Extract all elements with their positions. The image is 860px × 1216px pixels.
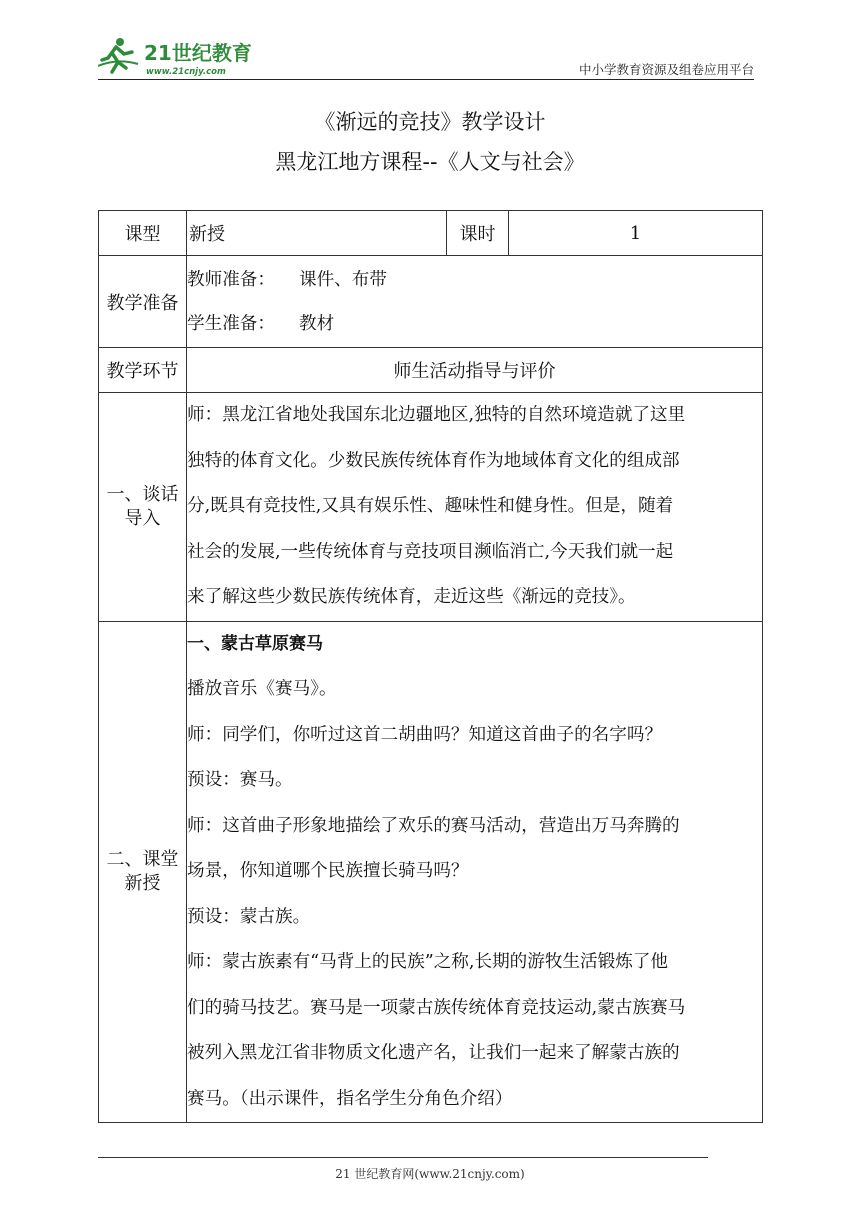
paragraph-line: 师：蒙古族素有“马背上的民族”之称,长期的游牧生活锻炼了他 <box>187 952 669 972</box>
activity-label: 师生活动指导与评价 <box>187 348 763 393</box>
student-prep-line <box>187 302 762 346</box>
document-title: 《渐远的竞技》教学设计 <box>314 110 546 134</box>
section-intro-content <box>187 393 763 622</box>
period-label: 课时 <box>447 211 509 256</box>
paragraph-line: 师：这首曲子形象地描绘了欢乐的赛马活动，营造出万马奔腾的 <box>187 815 680 836</box>
paragraph-line: 师：黑龙江省地处我国东北边疆地区,独特的自然环境造就了这里 <box>187 405 686 425</box>
paragraph-line: 预设：蒙古族。 <box>187 906 311 927</box>
course-type-value: 新授 <box>187 211 447 256</box>
section-new-lesson-label <box>99 621 187 1123</box>
paragraph-line: 来了解这些少数民族传统体育，走近这些《渐远的竞技》。 <box>187 587 636 607</box>
section-new-lesson-label-line2: 新授 <box>124 872 161 894</box>
paragraph-line: 独特的体育文化。少数民族传统体育作为地域体育文化的组成部 <box>187 450 680 471</box>
row-stage-header <box>99 348 763 393</box>
subsection-heading: 一、蒙古草原赛马 <box>187 633 323 654</box>
header-divider <box>98 79 754 80</box>
footer-text: 21 世纪教育网(www.21cnjy.com) <box>335 1167 525 1181</box>
row-section-new-lesson <box>99 621 763 1123</box>
stage-label: 教学环节 <box>99 348 187 393</box>
paragraph-line: 被列入黑龙江省非物质文化遗产名，让我们一起来了解蒙古族的 <box>187 1043 680 1063</box>
paragraph-line: 分,既具有竞技性,又具有娱乐性、趣味性和健身性。但是，随着 <box>187 496 674 516</box>
section-new-lesson-label-line1: 二、课堂 <box>106 848 179 870</box>
logo-text: 21世纪教育 <box>144 41 252 65</box>
period-value: 1 <box>509 211 763 256</box>
row-course-type <box>99 211 763 256</box>
paragraph-line: 们的骑马技艺。赛马是一项蒙古族传统体育竞技运动,蒙古族赛马 <box>187 997 686 1018</box>
paragraph-line: 赛马。（出示课件，指名学生分角色介绍） <box>187 1088 513 1109</box>
site-logo <box>98 36 268 80</box>
preparation-content <box>187 256 763 348</box>
paragraph-line: 预设：赛马。 <box>187 770 293 790</box>
preparation-label: 教学准备 <box>99 256 187 348</box>
header-platform-text: 中小学教育资源及组卷应用平台 <box>578 62 754 77</box>
teacher-prep-line <box>187 258 762 302</box>
paragraph-line: 场景，你知道哪个民族擅长骑马吗？ <box>187 861 469 881</box>
logo-url: www.21cnjy.com <box>146 67 226 77</box>
student-prep-value: 教材 <box>298 313 335 334</box>
lesson-plan-table <box>98 210 763 1123</box>
section-intro-label-line2: 导入 <box>124 507 161 529</box>
paragraph-line: 师：同学们，你听过这首二胡曲吗？知道这首曲子的名字吗？ <box>187 724 663 745</box>
row-section-intro <box>99 393 763 622</box>
paragraph-line: 社会的发展,一些传统体育与竞技项目濒临消亡,今天我们就一起 <box>187 541 674 562</box>
course-type-label: 课型 <box>99 211 187 256</box>
section-new-lesson-content <box>187 621 763 1123</box>
section-intro-label-line1: 一、谈话 <box>106 483 179 505</box>
runner-icon <box>98 38 138 72</box>
teacher-prep-label: 教师准备： <box>187 269 275 290</box>
document-subtitle: 黑龙江地方课程--《人文与社会》 <box>275 150 585 174</box>
paragraph-line: 播放音乐《赛马》。 <box>187 679 337 699</box>
footer-divider <box>98 1157 708 1158</box>
row-preparation <box>99 256 763 348</box>
teacher-prep-value: 课件、布带 <box>298 269 387 290</box>
section-intro-label <box>99 393 187 622</box>
student-prep-label: 学生准备： <box>187 313 275 334</box>
